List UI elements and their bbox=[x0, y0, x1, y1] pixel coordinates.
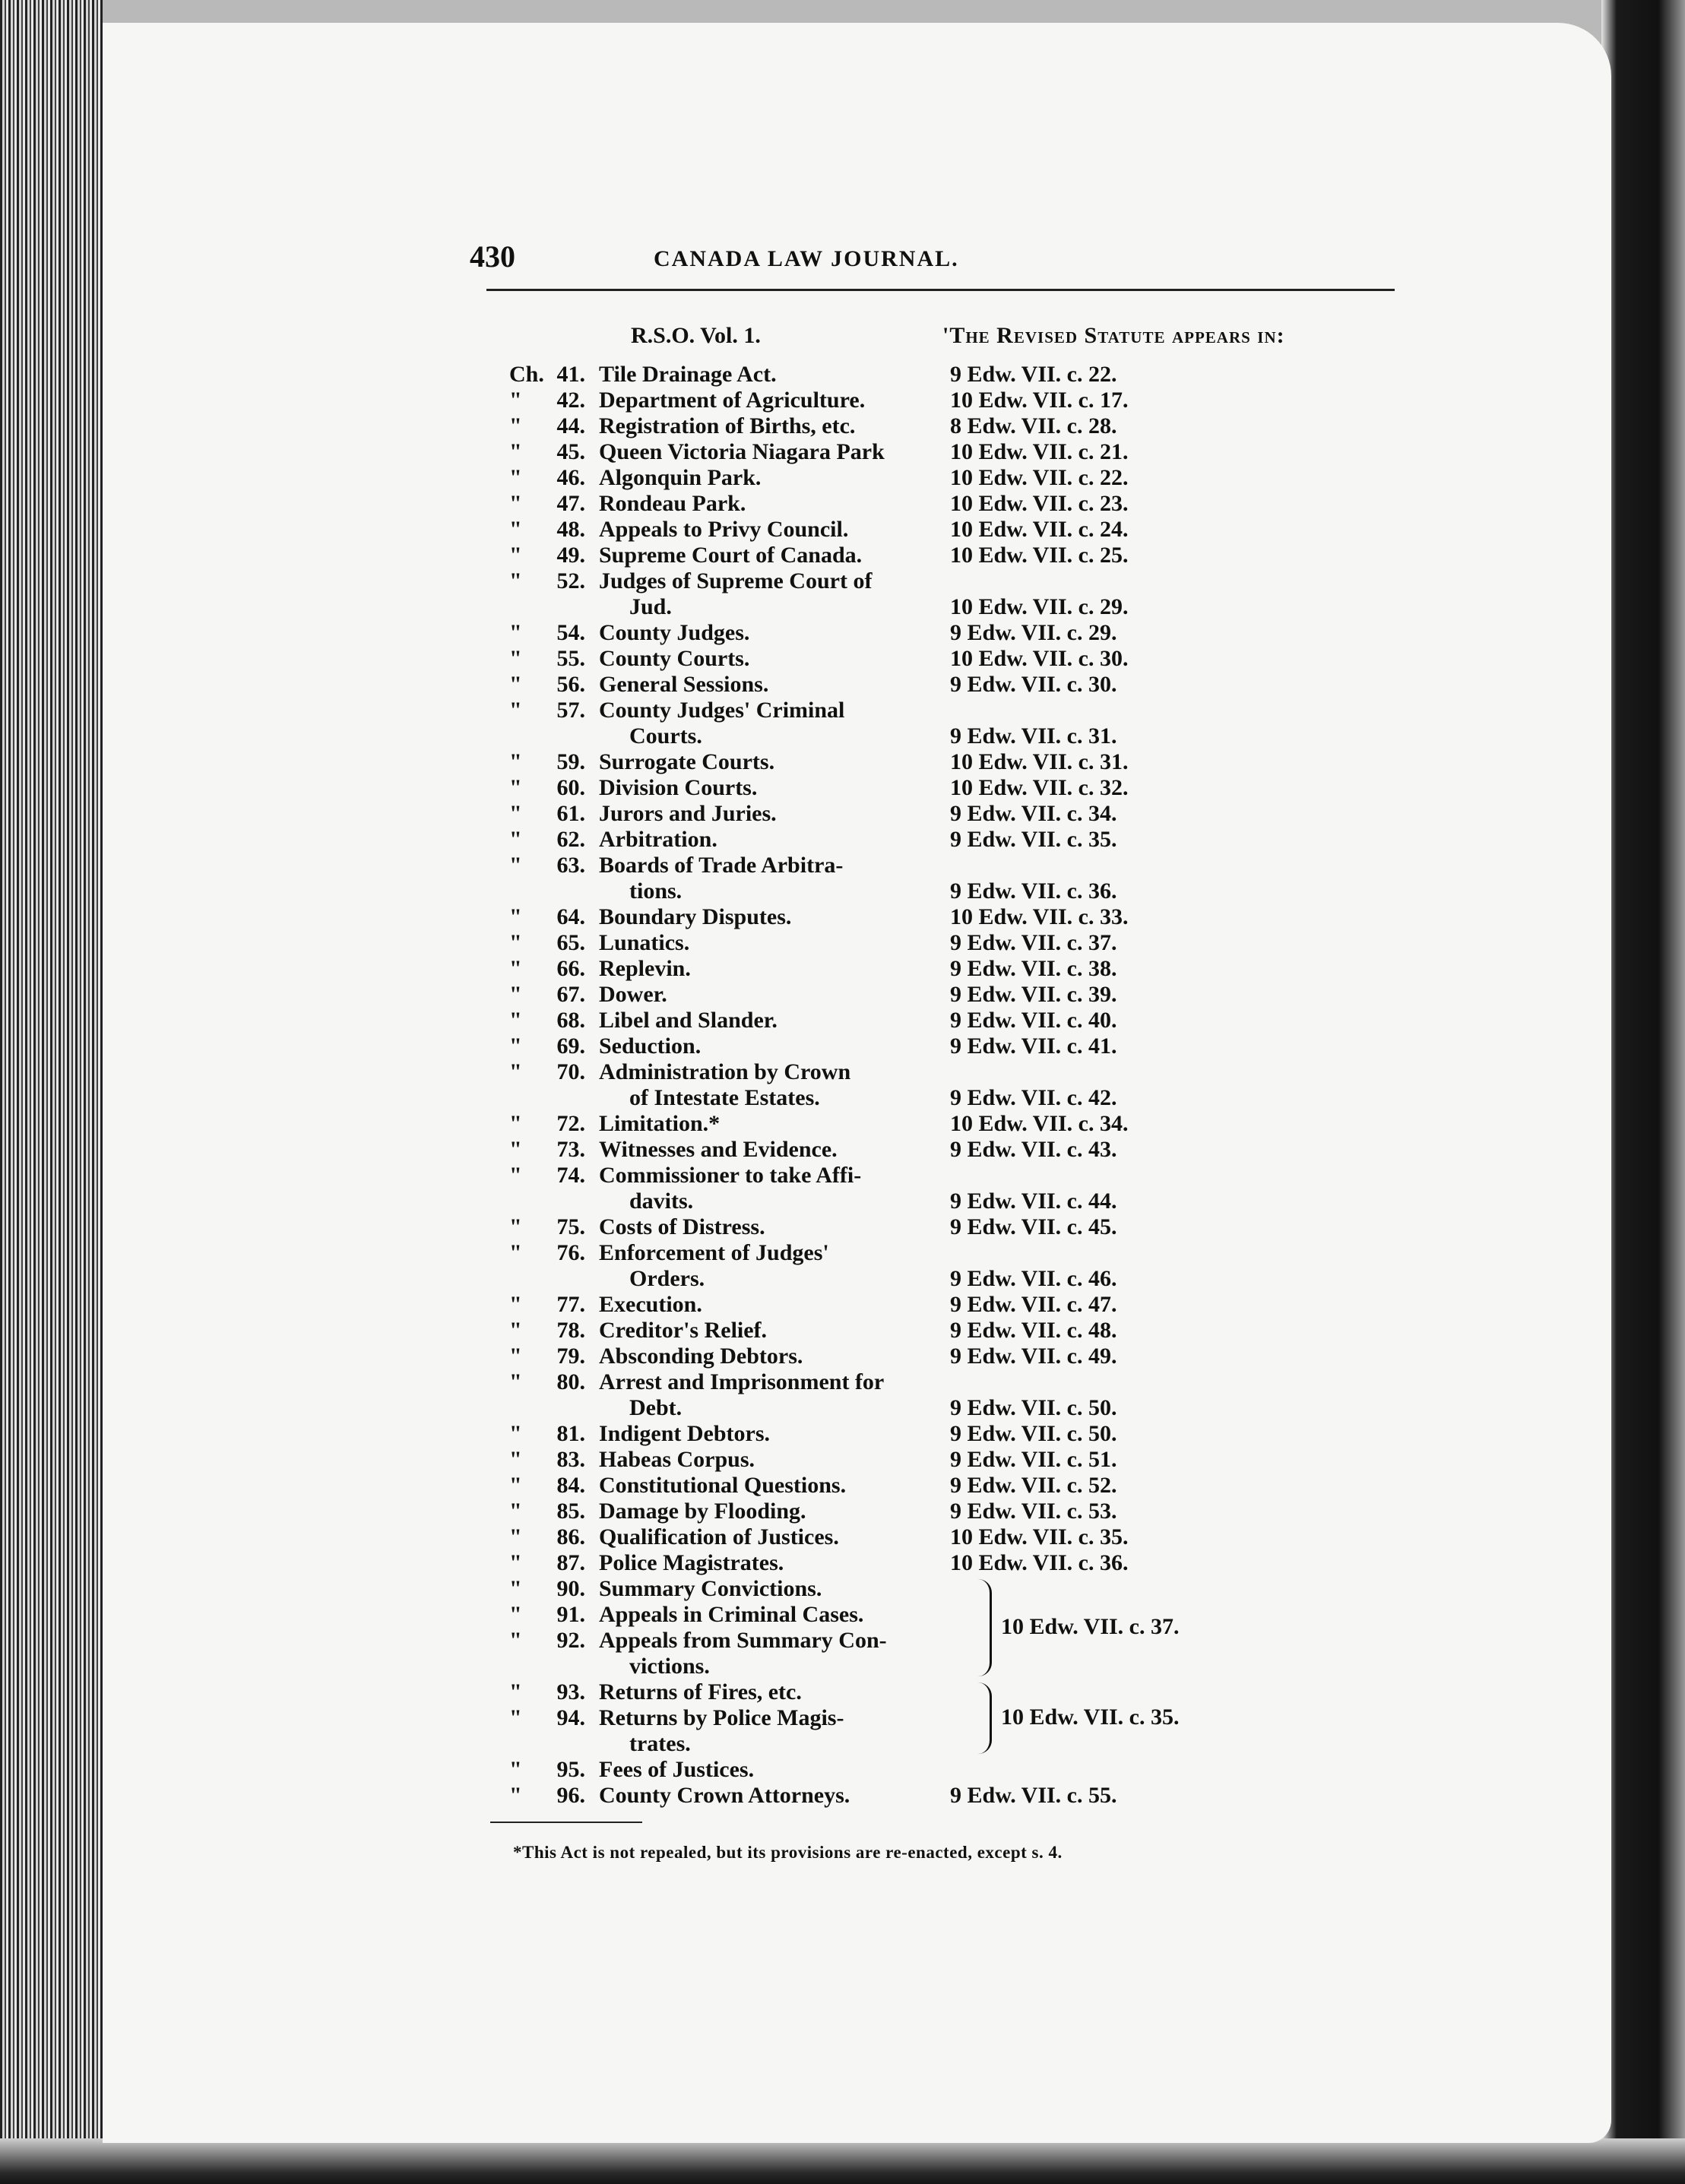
chapter-number: 79. bbox=[556, 1344, 585, 1369]
chapter-number: 75. bbox=[556, 1214, 585, 1239]
column-headings bbox=[593, 323, 1429, 361]
table-row bbox=[486, 1344, 1322, 1369]
revised-reference: 9 Edw. VII. c. 44. bbox=[950, 1189, 1117, 1214]
table-row bbox=[486, 1137, 1322, 1163]
revised-reference: 9 Edw. VII. c. 55. bbox=[950, 1783, 1117, 1808]
statute-title: Police Magistrates. bbox=[599, 1550, 784, 1575]
chapter-number: 70. bbox=[556, 1059, 585, 1084]
table-row bbox=[486, 801, 1322, 827]
ditto-mark: " bbox=[509, 775, 522, 800]
revised-reference: 9 Edw. VII. c. 46. bbox=[950, 1266, 1117, 1291]
page-header bbox=[372, 239, 1395, 284]
chapter-number: 59. bbox=[556, 749, 585, 774]
chapter-number: 63. bbox=[556, 853, 585, 878]
chapter-number: 52. bbox=[556, 568, 585, 593]
statute-title: Surrogate Courts. bbox=[599, 749, 775, 774]
revised-reference: 9 Edw. VII. c. 47. bbox=[950, 1292, 1117, 1317]
revised-reference: 9 Edw. VII. c. 51. bbox=[950, 1447, 1117, 1472]
revised-reference: 9 Edw. VII. c. 40. bbox=[950, 1008, 1117, 1033]
ditto-mark: " bbox=[509, 1033, 522, 1059]
statute-title: Rondeau Park. bbox=[599, 491, 746, 516]
revised-reference: 10 Edw. VII. c. 32. bbox=[950, 775, 1129, 800]
column-heading-revised: 'The Revised Statute appears in: bbox=[942, 323, 1285, 348]
table-row bbox=[486, 465, 1322, 491]
revised-reference: 10 Edw. VII. c. 22. bbox=[950, 465, 1129, 490]
table-row bbox=[486, 1292, 1322, 1318]
revised-reference: 10 Edw. VII. c. 25. bbox=[950, 543, 1129, 568]
ditto-mark: " bbox=[509, 1705, 522, 1730]
table-row bbox=[486, 723, 1322, 749]
revised-reference: 10 Edw. VII. c. 24. bbox=[950, 517, 1129, 542]
statute-title: Algonquin Park. bbox=[599, 465, 762, 490]
statute-title: Returns by Police Magis- bbox=[599, 1705, 844, 1730]
ditto-mark: " bbox=[509, 1344, 522, 1369]
chapter-number: 44. bbox=[556, 413, 585, 438]
chapter-number: 84. bbox=[556, 1473, 585, 1498]
chapter-number: 56. bbox=[556, 672, 585, 697]
chapter-number: 65. bbox=[556, 930, 585, 955]
statute-title: Constitutional Questions. bbox=[599, 1473, 847, 1498]
table-row bbox=[486, 1189, 1322, 1214]
chapter-number: 49. bbox=[556, 543, 585, 568]
statute-title: tions. bbox=[629, 878, 683, 904]
ditto-mark: " bbox=[509, 1757, 522, 1782]
ditto-mark: " bbox=[509, 620, 522, 645]
chapter-number: 57. bbox=[556, 698, 585, 723]
ditto-mark: Ch. bbox=[509, 362, 544, 387]
statute-title: Queen Victoria Niagara Park bbox=[599, 439, 885, 464]
ditto-mark: " bbox=[509, 904, 522, 929]
ditto-mark: " bbox=[509, 1679, 522, 1704]
ditto-mark: " bbox=[509, 1163, 522, 1188]
ditto-mark: " bbox=[509, 1318, 522, 1343]
table-row bbox=[486, 620, 1322, 646]
ditto-mark: " bbox=[509, 517, 522, 542]
ditto-mark: " bbox=[509, 1550, 522, 1575]
table-row bbox=[486, 1163, 1322, 1189]
revised-reference: 10 Edw. VII. c. 33. bbox=[950, 904, 1129, 929]
ditto-mark: " bbox=[509, 439, 522, 464]
chapter-number: 94. bbox=[556, 1705, 585, 1730]
table-row bbox=[486, 388, 1322, 413]
bracket-group-returns bbox=[959, 1682, 992, 1754]
revised-reference: 10 Edw. VII. c. 17. bbox=[950, 388, 1129, 413]
table-row bbox=[486, 1111, 1322, 1137]
statute-title: Boards of Trade Arbitra- bbox=[599, 853, 844, 878]
table-row bbox=[486, 878, 1322, 904]
chapter-number: 85. bbox=[556, 1499, 585, 1524]
statute-title: Jud. bbox=[629, 594, 672, 619]
table-row bbox=[486, 1395, 1322, 1421]
table-row bbox=[486, 930, 1322, 956]
statute-title: Costs of Distress. bbox=[599, 1214, 765, 1239]
statute-title: Jurors and Juries. bbox=[599, 801, 777, 826]
chapter-number: 61. bbox=[556, 801, 585, 826]
chapter-number: 55. bbox=[556, 646, 585, 671]
chapter-number: 46. bbox=[556, 465, 585, 490]
chapter-number: 62. bbox=[556, 827, 585, 852]
revised-reference: 9 Edw. VII. c. 42. bbox=[950, 1085, 1117, 1110]
statute-title: Supreme Court of Canada. bbox=[599, 543, 863, 568]
revised-reference: 10 Edw. VII. c. 34. bbox=[950, 1111, 1129, 1136]
chapter-number: 80. bbox=[556, 1369, 585, 1394]
table-row bbox=[486, 594, 1322, 620]
table-row bbox=[486, 1602, 1322, 1628]
statute-title: Creditor's Relief. bbox=[599, 1318, 768, 1343]
statute-title: County Judges. bbox=[599, 620, 750, 645]
table-row bbox=[486, 1447, 1322, 1473]
revised-reference: 9 Edw. VII. c. 36. bbox=[950, 878, 1117, 904]
statute-title: Witnesses and Evidence. bbox=[599, 1137, 838, 1162]
bracket-ref-summary: 10 Edw. VII. c. 37. bbox=[1001, 1614, 1180, 1639]
ditto-mark: " bbox=[509, 1008, 522, 1033]
chapter-number: 72. bbox=[556, 1111, 585, 1136]
table-row bbox=[486, 1499, 1322, 1524]
statute-table bbox=[486, 362, 1322, 1809]
statute-title: Debt. bbox=[629, 1395, 683, 1420]
statute-title: Department of Agriculture. bbox=[599, 388, 866, 413]
running-title: CANADA LAW JOURNAL. bbox=[654, 246, 959, 271]
revised-reference: 9 Edw. VII. c. 34. bbox=[950, 801, 1117, 826]
ditto-mark: " bbox=[509, 1137, 522, 1162]
chapter-number: 69. bbox=[556, 1033, 585, 1059]
ditto-mark: " bbox=[509, 1240, 522, 1265]
statute-title: victions. bbox=[629, 1654, 710, 1679]
ditto-mark: " bbox=[509, 698, 522, 723]
ditto-mark: " bbox=[509, 827, 522, 852]
table-row bbox=[486, 1473, 1322, 1499]
scan-right-edge bbox=[1601, 0, 1685, 2184]
chapter-number: 68. bbox=[556, 1008, 585, 1033]
chapter-number: 76. bbox=[556, 1240, 585, 1265]
table-row bbox=[486, 491, 1322, 517]
statute-title: Registration of Births, etc. bbox=[599, 413, 856, 438]
revised-reference: 10 Edw. VII. c. 29. bbox=[950, 594, 1129, 619]
revised-reference: 9 Edw. VII. c. 49. bbox=[950, 1344, 1117, 1369]
chapter-number: 47. bbox=[556, 491, 585, 516]
chapter-number: 81. bbox=[556, 1421, 585, 1446]
revised-reference: 10 Edw. VII. c. 31. bbox=[950, 749, 1129, 774]
revised-reference: 9 Edw. VII. c. 38. bbox=[950, 956, 1117, 981]
statute-title: trates. bbox=[629, 1731, 691, 1756]
chapter-number: 93. bbox=[556, 1679, 585, 1704]
chapter-number: 95. bbox=[556, 1757, 585, 1782]
statute-title: Dower. bbox=[599, 982, 667, 1007]
header-rule bbox=[486, 289, 1395, 291]
statute-title: Summary Convictions. bbox=[599, 1576, 822, 1601]
chapter-number: 86. bbox=[556, 1524, 585, 1549]
statute-title: Absconding Debtors. bbox=[599, 1344, 803, 1369]
table-row bbox=[486, 517, 1322, 543]
chapter-number: 78. bbox=[556, 1318, 585, 1343]
statute-title: Appeals from Summary Con- bbox=[599, 1628, 887, 1653]
ditto-mark: " bbox=[509, 568, 522, 593]
table-row bbox=[486, 1524, 1322, 1550]
statute-title: Boundary Disputes. bbox=[599, 904, 792, 929]
ditto-mark: " bbox=[509, 1524, 522, 1549]
ditto-mark: " bbox=[509, 1447, 522, 1472]
bracket-group-summary bbox=[959, 1579, 992, 1676]
table-row bbox=[486, 439, 1322, 465]
table-row bbox=[486, 1628, 1322, 1654]
revised-reference: 10 Edw. VII. c. 21. bbox=[950, 439, 1129, 464]
chapter-number: 87. bbox=[556, 1550, 585, 1575]
statute-title: County Crown Attorneys. bbox=[599, 1783, 850, 1808]
ditto-mark: " bbox=[509, 801, 522, 826]
table-row bbox=[486, 1214, 1322, 1240]
revised-reference: 9 Edw. VII. c. 45. bbox=[950, 1214, 1117, 1239]
ditto-mark: " bbox=[509, 1421, 522, 1446]
statute-title: Enforcement of Judges' bbox=[599, 1240, 829, 1265]
statute-title: Replevin. bbox=[599, 956, 691, 981]
table-row bbox=[486, 568, 1322, 594]
statute-title: Seduction. bbox=[599, 1033, 702, 1059]
revised-reference: 9 Edw. VII. c. 29. bbox=[950, 620, 1117, 645]
revised-reference: 9 Edw. VII. c. 52. bbox=[950, 1473, 1117, 1498]
revised-reference: 9 Edw. VII. c. 50. bbox=[950, 1395, 1117, 1420]
revised-reference: 9 Edw. VII. c. 31. bbox=[950, 723, 1117, 749]
chapter-number: 41. bbox=[556, 362, 585, 387]
statute-title: County Courts. bbox=[599, 646, 750, 671]
chapter-number: 64. bbox=[556, 904, 585, 929]
table-row bbox=[486, 698, 1322, 723]
ditto-mark: " bbox=[509, 982, 522, 1007]
ditto-mark: " bbox=[509, 1499, 522, 1524]
table-row bbox=[486, 1059, 1322, 1085]
table-row bbox=[486, 775, 1322, 801]
revised-reference: 10 Edw. VII. c. 35. bbox=[950, 1524, 1129, 1549]
ditto-mark: " bbox=[509, 1214, 522, 1239]
ditto-mark: " bbox=[509, 853, 522, 878]
page-number: 430 bbox=[470, 239, 515, 274]
ditto-mark: " bbox=[509, 1576, 522, 1601]
chapter-number: 66. bbox=[556, 956, 585, 981]
statute-title: Damage by Flooding. bbox=[599, 1499, 806, 1524]
table-row bbox=[486, 1550, 1322, 1576]
table-row bbox=[486, 1731, 1322, 1757]
chapter-number: 42. bbox=[556, 388, 585, 413]
statute-title: Arrest and Imprisonment for bbox=[599, 1369, 885, 1394]
table-row bbox=[486, 646, 1322, 672]
revised-reference: 9 Edw. VII. c. 39. bbox=[950, 982, 1117, 1007]
footnote: *This Act is not repealed, but its provisions are re-enacted, except s. 4. bbox=[513, 1843, 1063, 1862]
statute-title: davits. bbox=[629, 1189, 694, 1214]
scan-book-spine bbox=[0, 0, 103, 2184]
statute-title: Judges of Supreme Court of bbox=[599, 568, 873, 593]
table-row bbox=[486, 1033, 1322, 1059]
statute-title: Returns of Fires, etc. bbox=[599, 1679, 802, 1704]
table-row bbox=[486, 1783, 1322, 1809]
revised-reference: 9 Edw. VII. c. 50. bbox=[950, 1421, 1117, 1446]
chapter-number: 92. bbox=[556, 1628, 585, 1653]
table-row bbox=[486, 1576, 1322, 1602]
table-row bbox=[486, 1318, 1322, 1344]
statute-title: Lunatics. bbox=[599, 930, 690, 955]
revised-reference: 9 Edw. VII. c. 48. bbox=[950, 1318, 1117, 1343]
chapter-number: 60. bbox=[556, 775, 585, 800]
ditto-mark: " bbox=[509, 1292, 522, 1317]
chapter-number: 77. bbox=[556, 1292, 585, 1317]
revised-reference: 9 Edw. VII. c. 30. bbox=[950, 672, 1117, 697]
ditto-mark: " bbox=[509, 956, 522, 981]
table-row bbox=[486, 362, 1322, 388]
revised-reference: 8 Edw. VII. c. 28. bbox=[950, 413, 1117, 438]
statute-title: General Sessions. bbox=[599, 672, 769, 697]
table-row bbox=[486, 904, 1322, 930]
table-row bbox=[486, 672, 1322, 698]
statute-title: Arbitration. bbox=[599, 827, 717, 852]
table-row bbox=[486, 982, 1322, 1008]
table-row bbox=[486, 1654, 1322, 1679]
statute-title: Execution. bbox=[599, 1292, 702, 1317]
chapter-number: 74. bbox=[556, 1163, 585, 1188]
ditto-mark: " bbox=[509, 491, 522, 516]
statute-title: of Intestate Estates. bbox=[629, 1085, 820, 1110]
table-row bbox=[486, 1679, 1322, 1705]
ditto-mark: " bbox=[509, 388, 522, 413]
statute-title: Administration by Crown bbox=[599, 1059, 851, 1084]
chapter-number: 54. bbox=[556, 620, 585, 645]
statute-title: Limitation.* bbox=[599, 1111, 721, 1136]
statute-title: Orders. bbox=[629, 1266, 705, 1291]
table-row bbox=[486, 853, 1322, 878]
revised-reference: 10 Edw. VII. c. 23. bbox=[950, 491, 1129, 516]
revised-reference: 9 Edw. VII. c. 53. bbox=[950, 1499, 1117, 1524]
ditto-mark: " bbox=[509, 646, 522, 671]
statute-title: Commissioner to take Affi- bbox=[599, 1163, 862, 1188]
chapter-number: 91. bbox=[556, 1602, 585, 1627]
footnote-rule bbox=[490, 1822, 642, 1823]
ditto-mark: " bbox=[509, 1111, 522, 1136]
ditto-mark: " bbox=[509, 1602, 522, 1627]
statute-title: Habeas Corpus. bbox=[599, 1447, 755, 1472]
table-row bbox=[486, 1266, 1322, 1292]
revised-reference: 9 Edw. VII. c. 41. bbox=[950, 1033, 1117, 1059]
table-row bbox=[486, 413, 1322, 439]
ditto-mark: " bbox=[509, 543, 522, 568]
table-row bbox=[486, 827, 1322, 853]
revised-reference: 10 Edw. VII. c. 36. bbox=[950, 1550, 1129, 1575]
table-row bbox=[486, 1421, 1322, 1447]
statute-title: Appeals in Criminal Cases. bbox=[599, 1602, 864, 1627]
table-row bbox=[486, 1240, 1322, 1266]
chapter-number: 90. bbox=[556, 1576, 585, 1601]
statute-title: County Judges' Criminal bbox=[599, 698, 845, 723]
statute-title: Division Courts. bbox=[599, 775, 758, 800]
statute-title: Fees of Justices. bbox=[599, 1757, 755, 1782]
statute-title: Tile Drainage Act. bbox=[599, 362, 777, 387]
chapter-number: 83. bbox=[556, 1447, 585, 1472]
revised-reference: 9 Edw. VII. c. 35. bbox=[950, 827, 1117, 852]
table-row bbox=[486, 1008, 1322, 1033]
statute-title: Courts. bbox=[629, 723, 702, 749]
ditto-mark: " bbox=[509, 413, 522, 438]
chapter-number: 67. bbox=[556, 982, 585, 1007]
chapter-number: 45. bbox=[556, 439, 585, 464]
column-heading-rso: R.S.O. Vol. 1. bbox=[631, 323, 761, 348]
table-row bbox=[486, 1369, 1322, 1395]
ditto-mark: " bbox=[509, 1628, 522, 1653]
table-row bbox=[486, 1085, 1322, 1111]
scan-bottom-edge bbox=[0, 2138, 1685, 2184]
chapter-number: 48. bbox=[556, 517, 585, 542]
revised-reference: 9 Edw. VII. c. 37. bbox=[950, 930, 1117, 955]
statute-title: Appeals to Privy Council. bbox=[599, 517, 849, 542]
ditto-mark: " bbox=[509, 465, 522, 490]
ditto-mark: " bbox=[509, 1369, 522, 1394]
revised-reference: 10 Edw. VII. c. 30. bbox=[950, 646, 1129, 671]
ditto-mark: " bbox=[509, 749, 522, 774]
chapter-number: 96. bbox=[556, 1783, 585, 1808]
ditto-mark: " bbox=[509, 672, 522, 697]
statute-title: Indigent Debtors. bbox=[599, 1421, 771, 1446]
ditto-mark: " bbox=[509, 1473, 522, 1498]
table-row bbox=[486, 1757, 1322, 1783]
statute-title: Libel and Slander. bbox=[599, 1008, 778, 1033]
table-row bbox=[486, 956, 1322, 982]
chapter-number: 73. bbox=[556, 1137, 585, 1162]
table-row bbox=[486, 749, 1322, 775]
table-row bbox=[486, 543, 1322, 568]
ditto-mark: " bbox=[509, 1783, 522, 1808]
bracket-ref-returns: 10 Edw. VII. c. 35. bbox=[1001, 1704, 1180, 1730]
table-row bbox=[486, 1705, 1322, 1731]
ditto-mark: " bbox=[509, 1059, 522, 1084]
revised-reference: 9 Edw. VII. c. 43. bbox=[950, 1137, 1117, 1162]
ditto-mark: " bbox=[509, 930, 522, 955]
statute-title: Qualification of Justices. bbox=[599, 1524, 839, 1549]
revised-reference: 9 Edw. VII. c. 22. bbox=[950, 362, 1117, 387]
